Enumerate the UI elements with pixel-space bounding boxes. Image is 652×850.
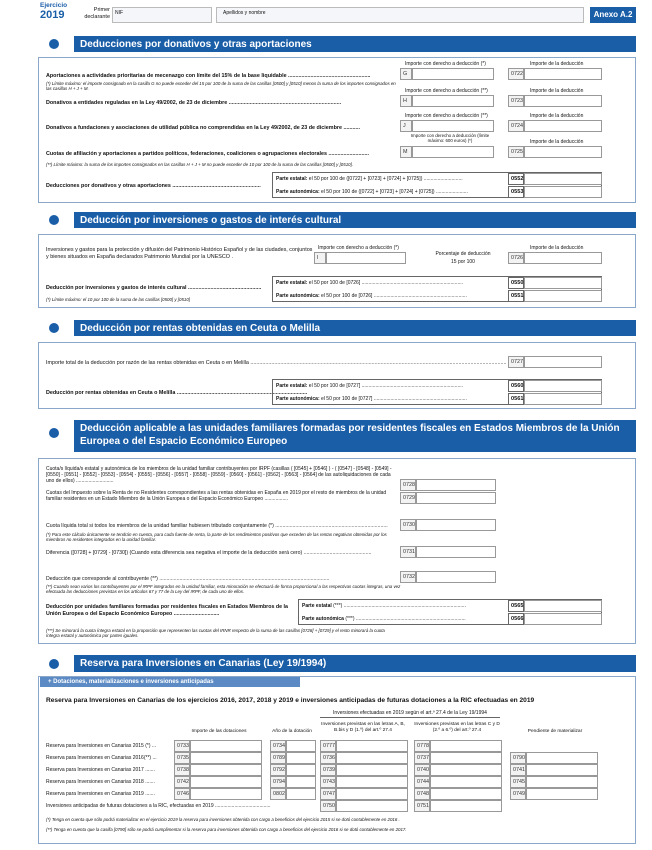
code-0732: 0732 xyxy=(400,571,416,583)
input-0747[interactable] xyxy=(336,788,408,800)
section-title-donativos: Deducciones por donativos y otras aportaciones xyxy=(74,36,636,52)
parte-estatal-ue xyxy=(302,603,507,609)
parte-estatal-ceuta xyxy=(276,383,506,389)
input-0736[interactable] xyxy=(336,752,408,764)
ric-n2: (**) Tenga en cuenta que la casilla [0790] sólo se podrá cumplimentar si la reserva para inversiones obtenida con cargo a beneficios del ejercicio 2016 si se dotó contablemente en 2017. xyxy=(46,827,407,832)
row-ley49-label: Donativos a entidades reguladas en la Ley 49/2002, de 23 de diciembre ........................................................................... xyxy=(46,100,342,106)
code-0736: 0736 xyxy=(320,752,336,764)
code-0550: 0550 xyxy=(508,277,524,289)
input-0777[interactable] xyxy=(336,740,408,752)
code-0750: 0750 xyxy=(320,800,336,812)
parte-autonomica-ue xyxy=(302,616,507,622)
code-0726: 0726 xyxy=(508,252,524,264)
cultural-col1: Importe con derecho a deducción (*) xyxy=(318,245,399,251)
input-0732[interactable] xyxy=(416,571,496,583)
col-header-deduccion: Importe de la deducción xyxy=(530,61,584,67)
year: 2019 xyxy=(40,9,65,21)
row-partidos-note: (**) Límite máximo: la suma de los importes consignados en las casillas H + J + M no puede exceder de 10 por 100 de la suma de las casillas [0500] y [0510]. xyxy=(46,162,354,167)
section-bullet-icon xyxy=(49,215,59,225)
input-0729[interactable] xyxy=(416,492,496,504)
cultural-col2: Porcentaje de deducción xyxy=(435,251,491,257)
input-0734[interactable] xyxy=(286,740,316,752)
parte-estatal-donativos xyxy=(276,176,506,182)
nif-field[interactable] xyxy=(112,7,212,23)
cultural-text: Inversiones y gastos para la protección y difusión del Patrimonio Histórico Español y de las ciudades, conjuntos y bienes situados en España declarados Patrimonio Mundial por la UNESCO . xyxy=(46,247,313,260)
section-bullet-icon xyxy=(49,659,59,669)
code-0746: 0746 xyxy=(174,788,190,800)
estatal-label: Parte estatal: xyxy=(276,280,308,286)
code-0739: 0739 xyxy=(320,764,336,776)
ric-h3: Inversiones previstas en las letras A, B, B.bis y D (1.º) del art.º 27.4 xyxy=(321,722,405,733)
autonomica-label: Parte autonómica: xyxy=(276,396,320,402)
letter-i: I xyxy=(314,252,326,264)
input-0550[interactable] xyxy=(524,277,602,289)
anexo-badge: Anexo A.2 xyxy=(590,7,636,23)
parte-estatal-cultural xyxy=(276,280,506,286)
input-0560[interactable] xyxy=(524,380,602,392)
input-0749[interactable] xyxy=(526,788,598,800)
section-bullet-icon xyxy=(49,323,59,333)
ric-row-label: Reserva para Inversiones en Canarias 2016(**) ... xyxy=(46,755,157,761)
col-header-deduccion-2: Importe de la deducción xyxy=(530,88,584,94)
row-mecenazgo-label: Aportaciones a actividades prioritarias de mecenazgo con límite del 15% de la base liquidable ....................................................... xyxy=(46,73,371,79)
row-mecenazgo-note: (*) Límite máximo: el importe consignado en la casilla G no puede exceder del 15 por 100 de la suma de las casillas [0500] y [0510] menos la suma de los importes consignados en las casillas H + J + M. xyxy=(46,81,396,91)
input-0733[interactable] xyxy=(190,740,262,752)
input-0740[interactable] xyxy=(430,764,502,776)
code-0778: 0778 xyxy=(414,740,430,752)
ric-n1: (*) Tenga en cuenta que sólo podrá materializar en el ejercicio 2019 la reserva para inversiones obtenida con cargo a beneficios del ejercicio 2015 si se dotó contablemente en 2016 . xyxy=(46,817,400,822)
code-0789: 0789 xyxy=(270,752,286,764)
ric-h2: Año de la dotación xyxy=(272,729,312,734)
code-0565: 0565 xyxy=(508,600,524,612)
code-0730: 0730 xyxy=(400,519,416,531)
code-0747: 0747 xyxy=(320,788,336,800)
input-0794[interactable] xyxy=(286,776,316,788)
autonomica-label: Parte autonómica: xyxy=(276,293,320,299)
apellidos-field[interactable] xyxy=(216,7,584,23)
code-0553: 0553 xyxy=(508,186,524,198)
parte-autonomica-donativos xyxy=(276,189,506,195)
input-0750[interactable] xyxy=(336,800,408,812)
code-0792: 0792 xyxy=(270,764,286,776)
input-0726[interactable] xyxy=(524,252,602,264)
input-0789[interactable] xyxy=(286,752,316,764)
ue-n6: (***) Se minorará la cuota íntegra estatal en la proporción que representen las cuotas del IRNR respecto de la suma de las casillas [0728] + [0729] y el resto minorará la cuota íntegra estatal y autonómica por partes iguales. xyxy=(46,628,385,638)
input-0790[interactable] xyxy=(526,752,598,764)
apellidos-label: Apellidos y nombre xyxy=(223,10,266,16)
ue-t3: Cuota líquida total si todos los miembros de la unidad familiar hubiesen tributado conjuntamente (*) .............................................................................. xyxy=(46,523,388,529)
code-0727: 0727 xyxy=(508,356,524,368)
ric-h4: Inversiones previstas en las letras C y D (2.º a 6.º) del art.º 27.4 xyxy=(414,722,500,733)
col-header-importe-3: Importe con derecho a deducción (**) xyxy=(405,113,488,119)
code-0733: 0733 xyxy=(174,740,190,752)
ric-h1: Importe de las dotaciones xyxy=(191,729,247,734)
input-0724[interactable] xyxy=(524,120,602,132)
ue-n5: (**) Cuando sean varios los contribuyentes por el IRPF integrados en la unidad familiar, esta minoración se efectuará de forma proporcional a las respectivas cuotas íntegras, una vez efectuada las deducciones previstas en los artículos 67 y 77 de la Ley del IRPF, de cada uno de ellos. xyxy=(46,584,401,594)
autonomica-label: Parte autonómica: xyxy=(276,189,320,195)
input-0742[interactable] xyxy=(190,776,262,788)
input-0728[interactable] xyxy=(416,479,496,491)
estatal-formula: el 50 por 100 de [0726] ......................................................................... xyxy=(307,280,464,286)
autonomica-formula: (***) ............................................................................... xyxy=(343,616,466,622)
code-0737: 0737 xyxy=(414,752,430,764)
code-0734: 0734 xyxy=(270,740,286,752)
code-0749: 0749 xyxy=(510,788,526,800)
cultural-col3: Importe de la deducción xyxy=(530,245,584,251)
ric-h5: Pendiente de materializar xyxy=(527,729,583,734)
letter-j: J xyxy=(400,120,412,132)
nif-label: NIF xyxy=(115,10,124,16)
ue-t5: Deducción que corresponde al contribuyente (**) ...................................................................................................................... xyxy=(46,576,330,582)
input-0552[interactable] xyxy=(524,173,602,185)
code-0777: 0777 xyxy=(320,740,336,752)
ric-row-label: Reserva para Inversiones en Canarias 2019 ....... xyxy=(46,791,155,797)
estatal-label: Parte estatal: xyxy=(276,176,308,182)
code-0729: 0729 xyxy=(400,492,416,504)
code-0566: 0566 xyxy=(508,613,524,625)
estatal-formula: el 50 por 100 de [0727] ......................................................................... xyxy=(307,383,464,389)
code-0560: 0560 xyxy=(508,380,524,392)
header xyxy=(38,2,636,24)
input-0743[interactable] xyxy=(336,776,408,788)
total-donativos-label: Deducciones por donativos y otras aportaciones ........................................................... xyxy=(46,183,261,189)
input-0730[interactable] xyxy=(416,519,496,531)
input-0748[interactable] xyxy=(430,788,502,800)
input-0746[interactable] xyxy=(190,788,262,800)
code-0790: 0790 xyxy=(510,752,526,764)
input-0741[interactable] xyxy=(526,764,598,776)
code-0740: 0740 xyxy=(414,764,430,776)
input-0561[interactable] xyxy=(524,393,602,405)
code-0722: 0722 xyxy=(508,68,524,80)
input-0735[interactable] xyxy=(190,752,262,764)
plus-icon: + xyxy=(48,679,54,685)
input-0727[interactable] xyxy=(524,356,602,368)
input-0731[interactable] xyxy=(416,546,496,558)
ric-row-label: Reserva para Inversiones en Canarias 2018 ....... xyxy=(46,779,155,785)
section-title-ric: Reserva para Inversiones en Canarias (Ley 19/1994) xyxy=(74,655,636,672)
importe-m-input[interactable] xyxy=(412,146,494,158)
estatal-formula: el 50 por 100 de ([0722] + [0723] + [0724] + [0725]) ............................ xyxy=(307,176,463,182)
section-bullet-icon xyxy=(49,428,59,438)
autonomica-formula: el 50 por 100 de ([0722] + [0723] + [0724] + [0725]) ....................... xyxy=(319,189,468,195)
code-0751: 0751 xyxy=(414,800,430,812)
estatal-formula: (***) ........................................................................................ xyxy=(331,603,466,609)
cultural-note: (*) Límite máximo: el 10 por 100 de la suma de las casillas [0500] y [0510] xyxy=(46,297,190,302)
input-0723[interactable] xyxy=(524,95,602,107)
ue-t4: Diferencia ([0728] + [0729] - [0730]) (Cuando esta diferencia sea negativa el importe de la deducción será cero) ............................................... xyxy=(46,550,372,556)
ric-row-label: Reserva para Inversiones en Canarias 2015 (*) ... xyxy=(46,743,157,749)
total-cultural-label: Deducción por inversiones y gastos de interés cultural ................................................. xyxy=(46,285,262,291)
code-0742: 0742 xyxy=(174,776,190,788)
code-0728: 0728 xyxy=(400,479,416,491)
ric-group-header: Inversiones efectuadas en 2019 según el art.º 27.4 de la Ley 19/1994 xyxy=(320,710,500,718)
ejercicio-label: Ejercicio xyxy=(40,2,68,9)
row-fundaciones-label: Donativos a fundaciones y asociaciones de utilidad pública no comprendidas en la Ley 49/2002, de 23 de diciembre ........... xyxy=(46,125,360,131)
section-bullet-icon xyxy=(49,39,59,49)
code-0731: 0731 xyxy=(400,546,416,558)
code-0802: 0802 xyxy=(270,788,286,800)
parte-autonomica-cultural xyxy=(276,293,506,299)
code-0748: 0748 xyxy=(414,788,430,800)
importe-i-input[interactable] xyxy=(326,252,406,264)
autonomica-label: Parte autonómica xyxy=(302,616,344,622)
ue-t2: Cuotas del Impuesto sobre la Renta de no Residentes correspondientes a las rentas obtenidas en España en 2019 por el resto de miembros de la unidad familiar residentes en un Estado Miembro de la Unión Europea o del Espacio Económico Europeo ................. xyxy=(46,490,387,502)
col-header-importe-limite: Importe con derecho a deducción (límite máximo: 600 euros) (*) xyxy=(410,133,490,143)
code-0725: 0725 xyxy=(508,146,524,158)
section-title-ceuta: Deducción por rentas obtenidas en Ceuta o Melilla xyxy=(74,320,636,336)
input-0792[interactable] xyxy=(286,764,316,776)
importe-h-input[interactable] xyxy=(412,95,494,107)
letter-g: G xyxy=(400,68,412,80)
code-0794: 0794 xyxy=(270,776,286,788)
input-0565[interactable] xyxy=(524,600,602,612)
code-0735: 0735 xyxy=(174,752,190,764)
input-0778[interactable] xyxy=(430,740,502,752)
col-header-deduccion-4: Importe de la deducción xyxy=(530,139,584,145)
input-0738[interactable] xyxy=(190,764,262,776)
code-0743: 0743 xyxy=(320,776,336,788)
ric-row-label: Reserva para Inversiones en Canarias 2017 ....... xyxy=(46,767,155,773)
autonomica-formula: el 50 por 100 de [0727] ................................................................... xyxy=(319,396,467,402)
code-0745: 0745 xyxy=(510,776,526,788)
ric-subtitle xyxy=(40,677,300,687)
total-ue-label: Deducción por unidades familiares formadas por residentes fiscales en Estados Miembros de la Unión Europea o del Espacio Económico Europeo ............................... xyxy=(46,604,288,617)
ceuta-text: Importe total de la deducción por razón de las rentas obtenidas en Ceuta o en Melilla ........................................................................................................................................................................... xyxy=(46,360,507,366)
code-0561: 0561 xyxy=(508,393,524,405)
estatal-label: Parte estatal: xyxy=(276,383,308,389)
code-0723: 0723 xyxy=(508,95,524,107)
input-0737[interactable] xyxy=(430,752,502,764)
col-header-importe: Importe con derecho a deducción (*) xyxy=(405,61,486,67)
input-0751[interactable] xyxy=(430,800,502,812)
letter-h: H xyxy=(400,95,412,107)
ue-t1: Cuota/s líquida/s estatal y autonómica de los miembros de la unidad familiar contribuyentes por IRPF (casillas ( [0545] + [0546] ) - ( [0547] - [0548] - [0549] - [0550] - [0551] - [0552] - [0553] - [0554] - [0555] - [0556] - [0557] - [0558] - [0559] - [0560] - [0561] - [0562] - [0563] - [0564] de las autoliquidaciones de cada uno de ellos) ........................... xyxy=(46,466,392,484)
code-0724: 0724 xyxy=(508,120,524,132)
code-0738: 0738 xyxy=(174,764,190,776)
section-title-ue: Deducción aplicable a las unidades familiares formadas por residentes fiscales en Estados Miembros de la Unión Europea o del Espacio Económico Europeo xyxy=(74,420,636,452)
parte-autonomica-ceuta xyxy=(276,396,506,402)
input-0745[interactable] xyxy=(526,776,598,788)
input-0739[interactable] xyxy=(336,764,408,776)
code-0552: 0552 xyxy=(508,173,524,185)
letter-m: M xyxy=(400,146,412,158)
ric-heading: Reserva para Inversiones en Canarias de los ejercicios 2016, 2017, 2018 y 2019 e inversiones anticipadas de futuras dotaciones a la RIC efectuadas en 2019 xyxy=(46,697,535,704)
primer-declarante: Primer declarante xyxy=(84,7,110,20)
cultural-pct: 15 por 100 xyxy=(451,259,475,265)
estatal-label: Parte estatal xyxy=(302,603,332,609)
col-header-importe-2: Importe con derecho a deducción (**) xyxy=(405,88,488,94)
section-title-cultural: Deducción por inversiones o gastos de interés cultural xyxy=(74,212,636,228)
input-0725[interactable] xyxy=(524,146,602,158)
total-ceuta-label: Deducción por rentas obtenidas en Ceuta o Melilla ....................................................................................... xyxy=(46,390,308,396)
input-0722[interactable] xyxy=(524,68,602,80)
ric-subtitle-text: Dotaciones, materializaciones e inversiones anticipadas xyxy=(53,679,214,685)
input-0553[interactable] xyxy=(524,186,602,198)
importe-g-input[interactable] xyxy=(412,68,494,80)
col-header-deduccion-3: Importe de la deducción xyxy=(530,113,584,119)
importe-j-input[interactable] xyxy=(412,120,494,132)
autonomica-formula: el 50 por 100 de [0726] ................................................................... xyxy=(319,293,467,299)
ric-anticipadas-label: Inversiones anticipadas de futuras dotaciones a la RIC, efectuadas en 2019 ........................................ xyxy=(46,803,271,809)
code-0551: 0551 xyxy=(508,290,524,302)
ue-n3: (*) Para este cálculo únicamente se tendrán en cuenta, para cada fuente de renta, la parte de los rendimientos positivos que exceden de las rentas negativas obtenidas por los miembros no residentes integrados en la unidad familiar. xyxy=(46,532,387,542)
row-partidos-label: Cuotas de afiliación y aportaciones a partidos políticos, federaciones, coaliciones o agrupaciones electorales ........................... xyxy=(46,151,369,157)
input-0566[interactable] xyxy=(524,613,602,625)
input-0802[interactable] xyxy=(286,788,316,800)
code-0741: 0741 xyxy=(510,764,526,776)
input-0551[interactable] xyxy=(524,290,602,302)
input-0744[interactable] xyxy=(430,776,502,788)
code-0744: 0744 xyxy=(414,776,430,788)
